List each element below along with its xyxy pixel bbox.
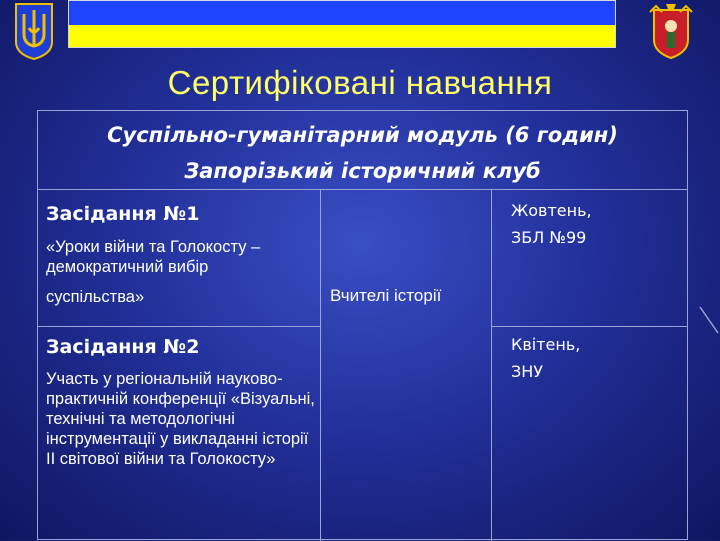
meeting-1-date-place bbox=[511, 197, 592, 251]
column-divider bbox=[491, 189, 492, 541]
meeting-2-date-place bbox=[511, 331, 580, 385]
schedule-table bbox=[37, 110, 688, 540]
meeting-1-text-end: суспільства» bbox=[46, 288, 145, 306]
decorative-line bbox=[698, 305, 720, 335]
meeting-1-text: «Уроки війни та Голокосту – демократичний вибір bbox=[46, 238, 261, 276]
row-divider bbox=[491, 326, 687, 327]
flag-yellow-stripe bbox=[69, 25, 615, 47]
audience-cell: Вчителі історії bbox=[330, 286, 442, 305]
module-title: Суспільно-гуманітарний модуль (6 годин) bbox=[107, 123, 618, 147]
meeting-2-place: ЗНУ bbox=[511, 362, 544, 381]
table-header bbox=[38, 111, 687, 190]
club-title: Запорізький історичний клуб bbox=[184, 159, 541, 183]
meeting-1-date: Жовтень, bbox=[511, 201, 592, 220]
meeting-2-heading: Засідання №2 bbox=[46, 336, 200, 358]
column-divider bbox=[320, 189, 321, 541]
meeting-2-text: Участь у регіональній науково-практичній конференції «Візуальні, технічні та методологічні інструментації у викладанні історії ІІ світової війни та Голокосту» bbox=[46, 370, 315, 468]
row-divider bbox=[38, 326, 321, 327]
zaporizhzhia-coat-of-arms-icon bbox=[646, 2, 696, 60]
meeting-1-place: ЗБЛ №99 bbox=[511, 228, 587, 247]
ukraine-flag bbox=[68, 0, 616, 48]
page-title: Сертифіковані навчання bbox=[167, 64, 553, 101]
flag-blue-stripe bbox=[69, 1, 615, 25]
meeting-1-heading: Засідання №1 bbox=[46, 203, 200, 225]
trident-emblem-icon bbox=[14, 2, 54, 60]
meeting-2-date: Квітень, bbox=[511, 335, 581, 354]
